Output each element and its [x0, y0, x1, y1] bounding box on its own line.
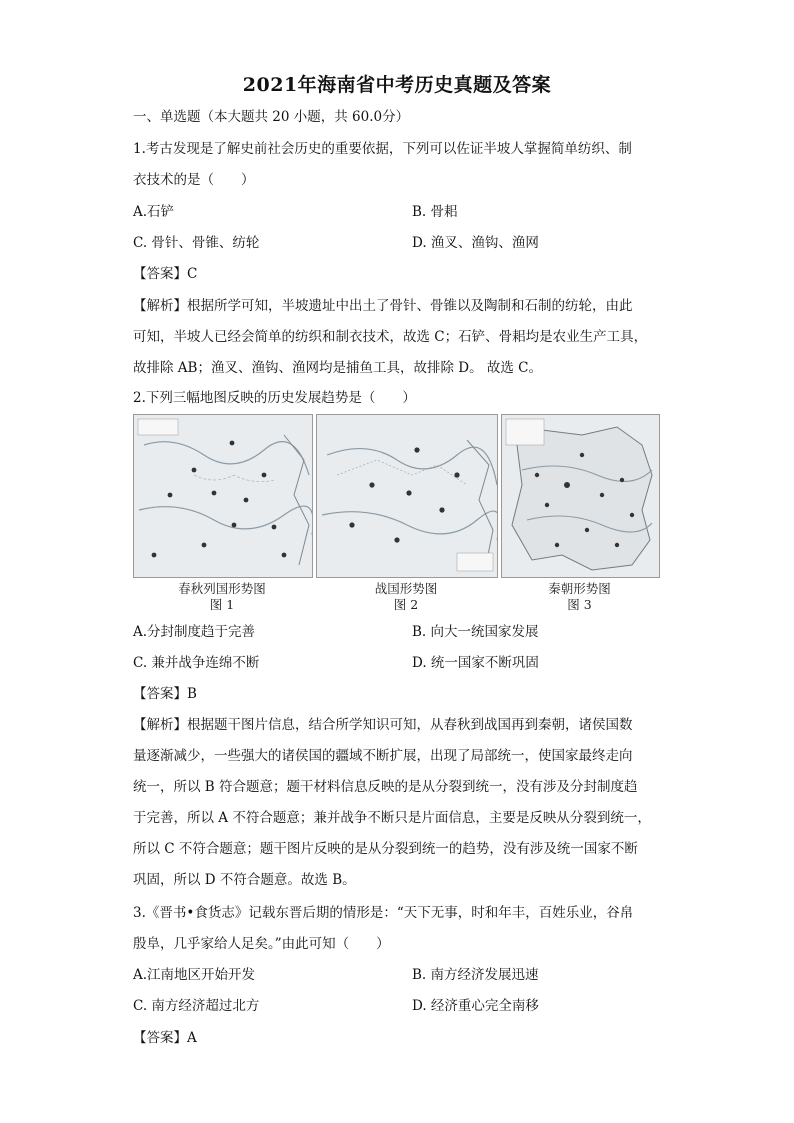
q2-explanation-line-1: 【解析】根据题干图片信息，结合所学知识可知，从春秋到战国再到秦朝，诸侯国数 — [133, 717, 633, 733]
q2-map-figure — [133, 414, 660, 614]
q3-option-c: C. 南方经济超过北方 — [133, 998, 260, 1014]
q2-option-b: B. 向大一统国家发展 — [412, 624, 539, 640]
map1-caption: 春秋列国形势图 — [178, 581, 266, 596]
q2-option-d: D. 统一国家不断巩固 — [412, 655, 539, 671]
q1-option-b: B. 骨耜 — [412, 204, 458, 220]
q3-option-a: A.江南地区开始开发 — [133, 967, 256, 983]
q2-stem-line-1: 2.下列三幅地图反映的历史发展趋势是（ ） — [133, 390, 416, 406]
q1-answer: 【答案】C — [133, 266, 198, 282]
map3-caption: 秦朝形势图 — [548, 581, 611, 596]
q1-stem-line-2: 衣技术的是（ ） — [133, 172, 255, 188]
q1-explanation-line-1: 【解析】根据所学可知，半坡遗址中出土了骨针、骨锥以及陶制和石制的纺轮，由此 — [133, 298, 633, 314]
q1-explanation-line-2: 可知，半坡人已经会简单的纺织和制衣技术，故选 C；石铲、骨耜均是农业生产工具， — [133, 329, 648, 345]
q3-answer: 【答案】A — [133, 1030, 197, 1046]
map1-figure-number: 图 1 — [209, 597, 235, 612]
q1-option-c: C. 骨针、骨锥、纺轮 — [133, 235, 260, 251]
page-title: 2021年海南省中考历史真题及答案 — [242, 74, 552, 96]
q2-explanation-line-3: 统一，所以 B 符合题意；题干材料信息反映的是从分裂到统一，没有涉及分封制度趋 — [133, 779, 638, 795]
q3-option-d: D. 经济重心完全南移 — [412, 998, 539, 1014]
map-qin-dynasty — [501, 414, 660, 578]
q1-explanation-line-3: 故排除 AB；渔叉、渔钩、渔网均是捕鱼工具，故排除 D。 故选 C。 — [133, 360, 542, 376]
map2-figure-number: 图 2 — [393, 597, 419, 612]
q2-explanation-line-2: 量逐渐减少，一些强大的诸侯国的疆域不断扩展，出现了局部统一，使国家最终走向 — [133, 748, 633, 764]
q2-answer: 【答案】B — [133, 686, 197, 702]
q2-explanation-line-4: 于完善，所以 A 不符合题意；兼并战争不断只是片面信息，主要是反映从分裂到统一， — [133, 810, 651, 826]
q3-option-b: B. 南方经济发展迅速 — [412, 967, 539, 983]
q1-stem-line-1: 1.考古发现是了解史前社会历史的重要依据，下列可以佐证半坡人掌握简单纺织、制 — [133, 141, 632, 157]
q3-stem-line-2: 殷阜，几乎家给人足矣。”由此可知（ ） — [133, 936, 390, 952]
map2-caption: 战国形势图 — [374, 581, 438, 596]
map-warring-states — [316, 414, 498, 578]
q1-option-a: A.石铲 — [133, 204, 175, 220]
q3-stem-line-1: 3.《晋书•食货志》记载东晋后期的情形是：“天下无事，时和年丰，百姓乐业，谷帛 — [133, 905, 634, 921]
q2-explanation-line-5: 所以 C 不符合题意；题干图片反映的是从分裂到统一的趋势，没有涉及统一国家不断 — [133, 841, 638, 857]
q2-explanation-line-6: 巩固，所以 D 不符合题意。故选 B。 — [133, 872, 356, 888]
q2-option-a: A.分封制度趋于完善 — [133, 624, 256, 640]
q2-option-c: C. 兼并战争连绵不断 — [133, 655, 260, 671]
q1-option-d: D. 渔叉、渔钩、渔网 — [412, 235, 539, 251]
section-heading: 一、单选题（本大题共 20 小题，共 60.0分） — [133, 109, 410, 125]
map-spring-autumn — [133, 414, 313, 578]
map3-figure-number: 图 3 — [567, 597, 592, 612]
